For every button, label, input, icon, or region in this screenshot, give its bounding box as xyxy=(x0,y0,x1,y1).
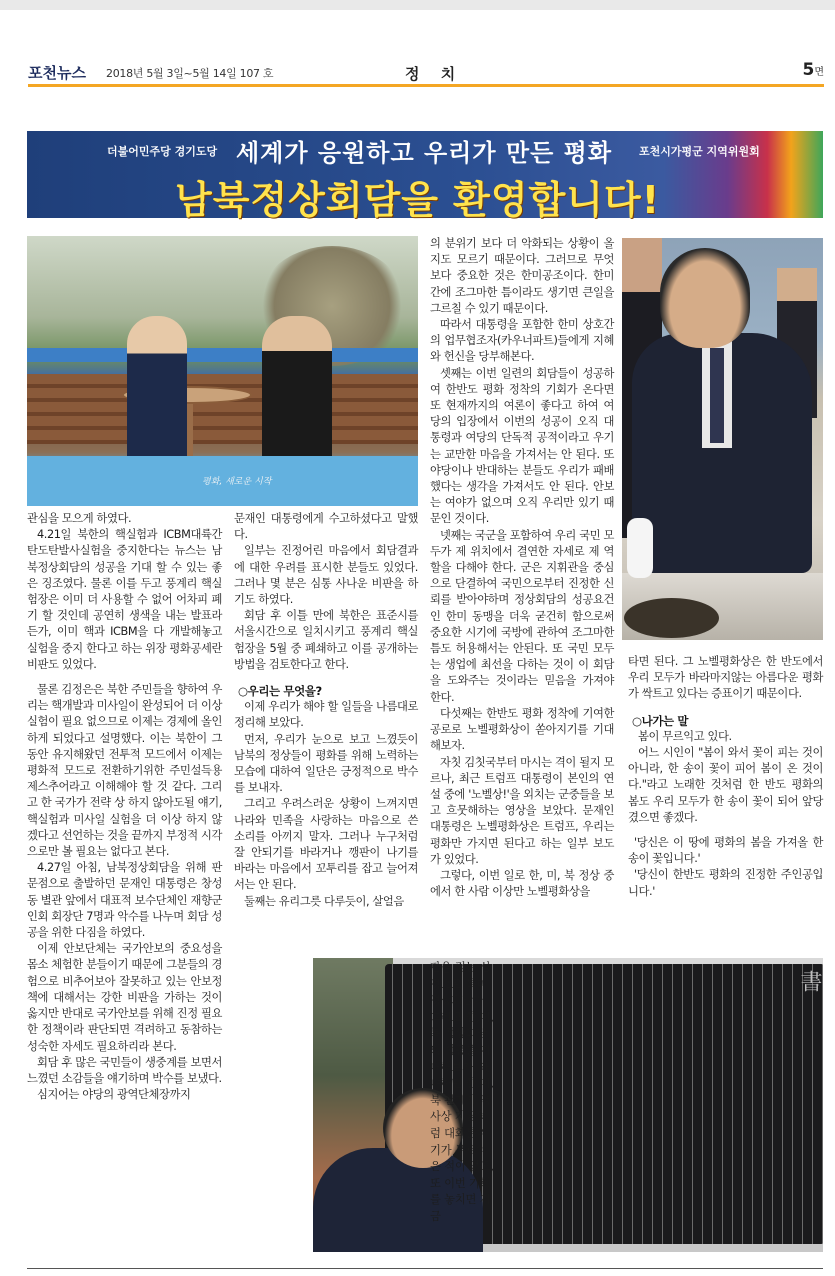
article-paragraph: 회담 후 이틀 만에 북한은 표준시를 서울시간으로 일치시키고 풍계리 핵실험장을 5월 중 폐쇄하고 이를 공개하는 방법을 검토한다고 한다. xyxy=(234,609,418,671)
page-number xyxy=(802,60,824,80)
article-paragraph: 판을 걷는 심정으로 북미정상회담과 그리고 한,미,북 정상회담의 성공을 기대해보자. 왜냐하면 한,미,북 관계가 역사상 지금처럼 대화분위기가 무르익은 적이 없고, 또 이번 기회를 놓치면 지금 xyxy=(430,961,494,1223)
banner-org-left: 더불어민주당 경기도당 xyxy=(107,145,218,158)
page-number-value: 5 xyxy=(802,60,815,80)
head-shape xyxy=(660,248,750,348)
closing-quote: '당신이 한반도 평화의 진정한 주인공입니다.' xyxy=(628,868,823,898)
summit-photo xyxy=(27,236,418,506)
ad-banner xyxy=(27,131,823,222)
article-column-3 xyxy=(430,236,614,900)
article-column-3-narrow xyxy=(430,960,496,1226)
page-unit: 면 xyxy=(814,67,824,78)
closing-quote: '당신은 이 땅에 평화의 봄을 가져올 한 송이 꽃입니다.' xyxy=(628,836,823,866)
article-paragraph: 4.27일 아침, 남북정상회담을 위해 판문점으로 출발하던 문재인 대통령은 창성동 별관 앞에서 대표적 보수단체인 재향군인회 회장단 7명과 악수를 나누며 회담 성공을 위한 다짐을 하였다. xyxy=(27,861,222,940)
article-paragraph: 자칫 김칫국부터 마시는 격이 될지 모르나, 최근 트럼프 대통령이 본인의 연설 중에 '노벨상!'을 외치는 군중들을 보고 흐뭇해하는 영상을 보았다. 문재인 대통령은 노벨평화상은 트럼프, 우리는 평화만 가지면 된다고 하는 일부 보도가 있었다. xyxy=(430,755,614,866)
tie-shape xyxy=(710,348,724,443)
article-paragraph: 이제 우리가 해야 할 일들을 나름대로 정리해 보았다. xyxy=(234,700,418,730)
masthead-rule xyxy=(28,84,824,87)
article-paragraph: 의 분위기 보다 더 악화되는 상황이 올지도 모르기 때문이다. 그러므로 무엇보다 중요한 것은 한미공조이다. 한미 간에 조그마한 틈이라도 생기면 큰일을 그르칠 수 있기 때문이다. xyxy=(430,237,614,315)
article-paragraph: 셋째는 이번 일련의 회담들이 성공하여 한반도 평화 정착의 기회가 온다면 또 현재까지의 여론이 좋다고 하여 여당의 입장에서 이번의 성공이 오직 대통령과 여당의 단독적 공적이라고 우기는 교만한 마음을 가져서는 안 된다. 또 야당이나 반대하는 분들도 우리가 패배했다는 생각을 가져서도 안 된다. 안보는 여야가 없으며 오직 우리만 있기 때문인 것이다. xyxy=(430,366,614,526)
article-paragraph: 어느 시인이 "봄이 와서 꽃이 피는 것이 아니라, 한 송이 꽃이 피어 봄이 온 것이다."라고 노래한 것처럼 한 반도 평화의 봄도 우리 모두가 한 송이 꽃이 되어 앞당겼으면 좋겠다. xyxy=(628,746,823,824)
bench-shape xyxy=(27,374,418,444)
banner-title-line1: 세계가 응원하고 우리가 만든 평화 xyxy=(236,139,612,167)
article-paragraph: 봄이 무르익고 있다. xyxy=(638,729,732,743)
monument-photo xyxy=(313,958,823,1252)
basin-shape xyxy=(624,598,719,638)
article-paragraph: 회담 후 많은 국민들이 생중계를 보면서 느꼈던 소감들을 얘기하며 박수를 보냈다. xyxy=(27,1055,222,1085)
glove-shape xyxy=(627,518,653,578)
article-paragraph: 물론 김정은은 북한 주민들을 향하여 우리는 핵개발과 미사일이 완성되어 더 이상 실험이 필요 없으므로 이제는 경제에 올인 하게 되었다고 설명했다. 이는 북한이 그동안 유지해왔던 전투적 모드에서 이제는 평화적 모드로 전환하기위한 주민설득용 제스추어라고 이해해야 할 것 같다. 그리고 한 국가가 전략 상 하지 않아도될 얘기, 핵실험과 미사일 실험을 더 이상 하지 않겠다고 선언하는 것을 끝까지 부정적 시각으로만 볼 필요는 없다고 본다. xyxy=(27,683,222,859)
article-paragraph: 4.21일 북한의 핵실험과 ICBM대륙간 탄도탄발사실험을 중지한다는 뉴스는 남북정상회담의 성공을 기대 할 수 있는 좋은 징조였다. 물론 이를 두고 풍계리 핵실험장은 이미 더 사용할 수 없어 어차피 폐기 할 것인데 공연히 생색을 내는 발표라든가, 이미 핵과 ICBM을 다 개발해놓고 실험을 중지 한다고 하는 위장 평화공세란 비판도 있었다. xyxy=(27,528,222,671)
memorial-photo xyxy=(622,238,823,640)
article-column-2 xyxy=(234,511,418,910)
masthead xyxy=(28,60,824,86)
banner-org-right: 포천시가평군 지역위원회 xyxy=(639,145,760,158)
article-paragraph: 문재인 대통령에게 수고하셨다고 말했다. xyxy=(234,512,418,542)
section-heading: ○나가는 말 xyxy=(632,713,689,728)
railing-shape xyxy=(27,348,418,362)
paper-name: 포천뉴스 xyxy=(28,64,86,82)
section-title: 정 치 xyxy=(405,65,464,83)
issue-date: 2018년 5월 3일~5월 14일 107 호 xyxy=(106,67,274,80)
stone-tablet-title: 書 xyxy=(797,970,822,992)
section-heading: ○우리는 무엇을? xyxy=(238,684,322,699)
top-margin xyxy=(0,0,835,10)
article-paragraph: 넷째는 국군을 포함하여 우리 국민 모두가 제 위치에서 결연한 자세로 제 역할을 다해야 한다. 군은 지휘관을 중심으로 단결하여 국민으로부터 진정한 신뢰를 받아야하며 정상회담의 성공요건인 한미 동맹을 더욱 굳건히 함으로써 중요한 시기에 국방에 관하여 조그마한 틈도 허용해서는 안된다. 또 국민 모두는 생업에 최선을 다하는 것이 이 회담을 도와주는 것이라는 믿음을 가져야 한다. xyxy=(430,528,614,704)
article-paragraph: 따라서 대통령을 포함한 한미 상호간의 업무협조자(카우너파트)들에게 지혜와 헌신을 당부해본다. xyxy=(430,318,614,364)
article-paragraph: 그렇다, 이번 일로 한, 미, 북 정상 중에서 한 사람 이상만 노벨평화상을 xyxy=(430,868,614,899)
article-paragraph: 다섯째는 한반도 평화 정착에 기여한 공로로 노벨평화상이 쏟아지기를 기대해보자. xyxy=(430,706,614,753)
article-paragraph: 먼저, 우리가 눈으로 보고 느꼈듯이 남북의 정상들이 평화를 위해 노력하는 모습에 대하여 일단은 긍정적으로 박수를 보내자. xyxy=(234,732,418,795)
article-paragraph: 일부는 진정어린 마음에서 회담결과에 대한 우려를 표시한 분들도 있었다. 그러나 몇 분은 심통 사나운 비판을 하기도 하였다. xyxy=(234,544,418,607)
bottom-rule xyxy=(27,1268,823,1269)
article-paragraph: 심지어는 야당의 광역단체장까지 xyxy=(37,1088,191,1102)
article-paragraph: 관심을 모으게 하였다. xyxy=(27,512,132,525)
summit-photo-caption: 평화, 새로운 시작 xyxy=(202,477,272,487)
article-paragraph: 그리고 우려스러운 상황이 느껴지면 나라와 민족을 사랑하는 마음으로 쓴 소리를 아끼지 말자. 그러나 누구처럼 잘 안되기를 바라거나 깽판이 나기를 바라는 마음에서 꼬투리를 잡고 늘어져서는 안 된다. xyxy=(234,797,418,892)
banner-title-line2: 남북정상회담을 환영합니다! xyxy=(175,178,661,222)
article-paragraph: 이제 안보단체는 국가안보의 중요성을 몸소 체험한 분들이기 때문에 그분들의 경험으로 비추어보아 잘못하고 있는 안보정책에 대해서는 강한 비판을 가하는 것이 옳지만 반대로 국가안보를 위해 진정 필요한 정책이라 판단되면 격려하고 동참하는 성숙한 자세도 필요하리라 본다. xyxy=(27,942,222,1053)
article-column-4 xyxy=(628,654,823,900)
article-paragraph: 타면 된다. 그 노벨평화상은 한 반도에서 우리 모두가 바라마지않는 아름다운 평화가 싹트고 있다는 증표이기 때문이다. xyxy=(628,655,823,701)
article-paragraph: 둘째는 유리그릇 다루듯이, 살얼음 xyxy=(244,894,404,908)
article-column-1 xyxy=(27,511,222,1103)
